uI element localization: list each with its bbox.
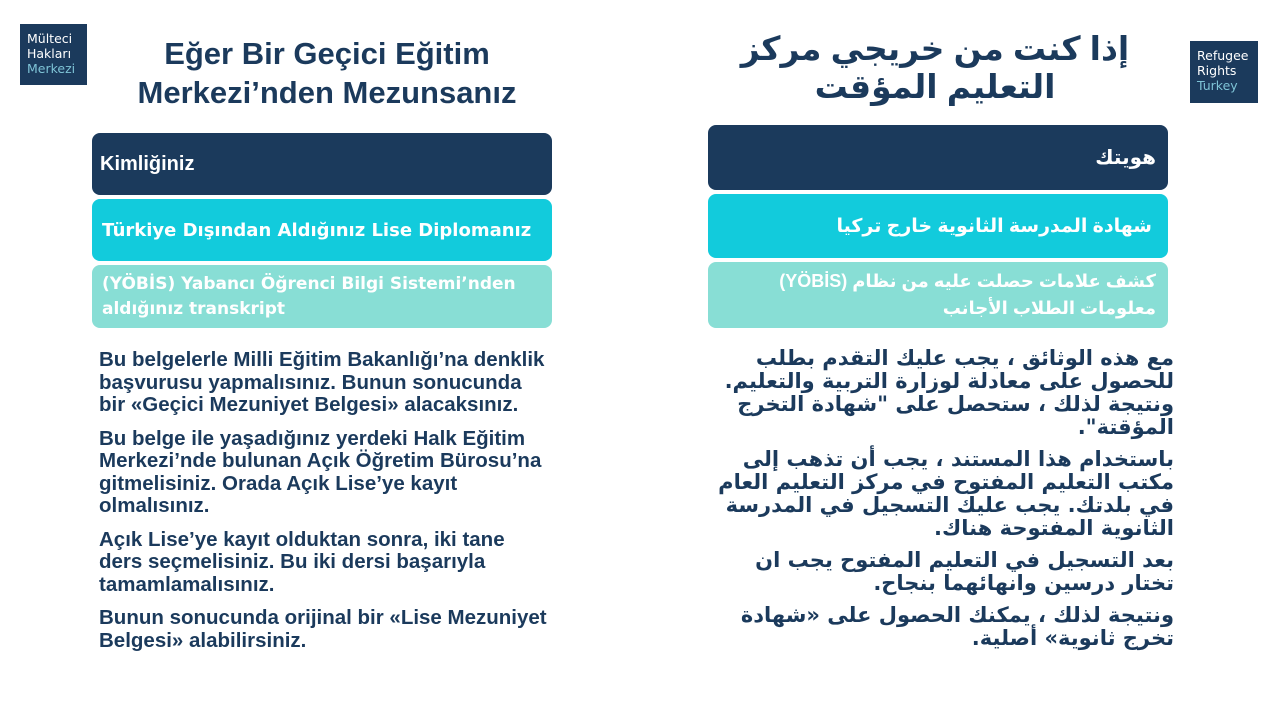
logo-text-line: Refugee	[1197, 48, 1249, 63]
steps-arabic	[700, 347, 1174, 659]
title-turkish: Eğer Bir Geçici Eğitim Merkezi’nden Mezunsanız	[137, 36, 517, 110]
paragraph: Bunun sonucunda orijinal bir «Lise Mezuniyet Belgesi» alabilirsiniz.	[99, 606, 547, 652]
paragraph: Bu belgelerle Milli Eğitim Bakanlığı’na denklik başvurusu yapmalısınız. Bunun sonucunda bir «Geçici Mezuniyet Belgesi» alacaksınız.	[99, 348, 545, 416]
paragraph: بعد التسجيل في التعليم المفتوح يجب ان تختار درسين وانهائهما بنجاح.	[755, 548, 1174, 595]
logo-text-line: Hakları	[27, 46, 72, 61]
logo-multeci-haklari-merkezi	[20, 24, 87, 85]
logo-text-line: Merkezi	[27, 61, 76, 76]
box-identity-ar: هويتك	[708, 125, 1168, 190]
box-diploma-tr: Türkiye Dışından Aldığınız Lise Diplomanız	[92, 199, 552, 261]
title-arabic: إذا كنت من خريجي مركز التعليم المؤقت	[740, 30, 1130, 105]
paragraph: Bu belge ile yaşadığınız yerdeki Halk Eğitim Merkezi’nde bulunan Açık Öğretim Bürosu’na gitmelisiniz. Orada Açık Lise’ye kayıt olmalısınız.	[99, 426, 542, 517]
box-identity-tr: Kimliğiniz	[92, 133, 552, 195]
logo-text-line: Mülteci	[27, 31, 73, 46]
box-transcript-ar: كشف علامات حصلت عليه من نظام (YÖBİS) معلومات الطلاب الأجانب	[708, 262, 1168, 328]
paragraph: Açık Lise’ye kayıt olduktan sonra, iki tane ders seçmelisiniz. Bu iki dersi başarıyla tamamlamalısınız.	[99, 527, 505, 596]
logo-text-line: Rights	[1197, 63, 1237, 78]
paragraph: باستخدام هذا المستند ، يجب أن تذهب إلى مكتب التعليم المفتوح في مركز التعليم العام في بلدتك. يجب عليك التسجيل في المدرسة الثانوية المفتوحة هناك.	[718, 447, 1174, 540]
box-transcript-tr: (YÖBİS) Yabancı Öğrenci Bilgi Sistemi’nden aldığınız transkript	[92, 265, 552, 328]
logo-refugee-rights-turkey	[1190, 41, 1258, 103]
paragraph: ونتيجة لذلك ، يمكنك الحصول على «شهادة تخرج ثانوية» أصلية.	[740, 603, 1174, 650]
logo-text-line: Turkey	[1197, 78, 1238, 93]
steps-turkish	[99, 349, 549, 663]
paragraph: مع هذه الوثائق ، يجب عليك التقدم بطلب للحصول على معادلة لوزارة التربية والتعليم. ونتيجة لذلك ، ستحصل على "شهادة التخرج المؤقتة".	[724, 346, 1174, 439]
box-diploma-ar: شهادة المدرسة الثانوية خارج تركيا	[708, 194, 1168, 258]
